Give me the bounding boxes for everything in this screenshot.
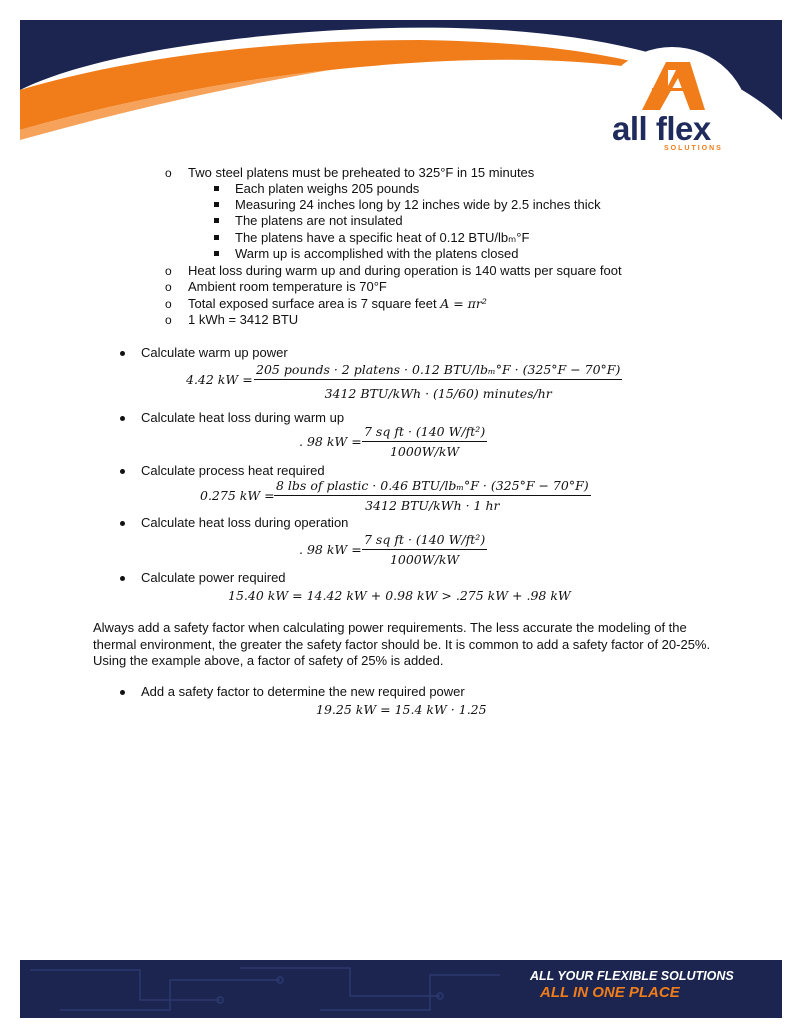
- list-item: [188, 296, 487, 312]
- footer-tagline-accent: ALL IN ONE PLACE: [540, 984, 680, 1001]
- bullet-square-icon: [214, 235, 219, 240]
- safety-factor-paragraph: Always add a safety factor when calculating power requirements. The less accurate the modeling of the thermal environment, the greater the safety factor should be. It is common to add a safety factor of 20-25%. Using the example above, a factor of safety of 25% is added.: [93, 620, 711, 668]
- fraction-denominator: 1000W/kW: [389, 552, 460, 567]
- list-item: Each platen weighs 205 pounds: [235, 181, 420, 196]
- equation-lhs: . 98 kW =: [299, 434, 362, 449]
- bullet-dot-icon: [120, 351, 125, 356]
- list-item: Heat loss during warm up and during operation is 140 watts per square foot: [188, 263, 622, 278]
- list-item: The platens are not insulated: [235, 213, 403, 228]
- logo-subtext: SOLUTIONS: [664, 145, 723, 152]
- bullet-square-icon: [214, 202, 219, 207]
- fraction: [362, 532, 487, 567]
- area-formula: A = πr²: [440, 296, 487, 311]
- list-item: Warm up is accomplished with the platens closed: [235, 246, 519, 261]
- bullet-dot-icon: [120, 690, 125, 695]
- calc-heading: Calculate heat loss during warm up: [141, 410, 345, 425]
- fraction: [254, 362, 622, 401]
- bullet-dot-icon: [120, 576, 125, 581]
- fraction-numerator: 7 sq ft · (140 W/ft²): [362, 424, 487, 442]
- bullet-square-icon: [214, 251, 219, 256]
- fraction-denominator: 1000W/kW: [389, 444, 460, 459]
- fraction-numerator: 7 sq ft · (140 W/ft²): [362, 532, 487, 550]
- fraction: [274, 478, 591, 513]
- footer-banner: [20, 960, 782, 1018]
- header-banner: [0, 0, 800, 170]
- fraction-numerator: 8 lbs of plastic · 0.46 BTU/lbₘ°F · (325°F − 70°F): [274, 478, 591, 496]
- fraction: [362, 424, 487, 459]
- bullet-circle-icon: o: [165, 313, 172, 327]
- bullet-circle-icon: o: [165, 280, 172, 294]
- logo-text: all flex: [612, 110, 711, 147]
- equation-lhs: 4.42 kW =: [186, 372, 253, 387]
- bullet-dot-icon: [120, 469, 125, 474]
- list-item: Ambient room temperature is 70°F: [188, 279, 387, 294]
- calc-heading: Calculate process heat required: [141, 463, 325, 478]
- fraction-numerator: 205 pounds · 2 platens · 0.12 BTU/lbₘ°F · (325°F − 70°F): [254, 362, 622, 380]
- footer-tagline: ALL YOUR FLEXIBLE SOLUTIONS: [530, 969, 734, 983]
- fraction-denominator: 3412 BTU/kWh · 1 hr: [365, 498, 500, 513]
- equation: 19.25 kW = 15.4 kW · 1.25: [316, 702, 487, 717]
- list-item: Measuring 24 inches long by 12 inches wide by 2.5 inches thick: [235, 197, 601, 212]
- bullet-square-icon: [214, 218, 219, 223]
- bullet-circle-icon: o: [165, 166, 172, 180]
- equation: 15.40 kW = 14.42 kW + 0.98 kW > .275 kW + .98 kW: [228, 588, 571, 603]
- calc-heading: Add a safety factor to determine the new required power: [141, 684, 465, 699]
- calc-heading: Calculate warm up power: [141, 345, 288, 360]
- equation-lhs: . 98 kW =: [299, 542, 362, 557]
- bullet-square-icon: [214, 186, 219, 191]
- list-item: 1 kWh = 3412 BTU: [188, 312, 299, 327]
- bullet-dot-icon: [120, 521, 125, 526]
- bullet-dot-icon: [120, 416, 125, 421]
- fraction-denominator: 3412 BTU/kWh · (15/60) minutes/hr: [324, 386, 552, 401]
- list-item-text: Total exposed surface area is 7 square feet: [188, 296, 437, 311]
- equation-lhs: 0.275 kW =: [200, 488, 275, 503]
- calc-heading: Calculate heat loss during operation: [141, 515, 349, 530]
- list-item: Two steel platens must be preheated to 325°F in 15 minutes: [188, 165, 535, 180]
- list-item: The platens have a specific heat of 0.12 BTU/lbₘ°F: [235, 230, 530, 245]
- bullet-circle-icon: o: [165, 297, 172, 311]
- calc-heading: Calculate power required: [141, 570, 286, 585]
- bullet-circle-icon: o: [165, 264, 172, 278]
